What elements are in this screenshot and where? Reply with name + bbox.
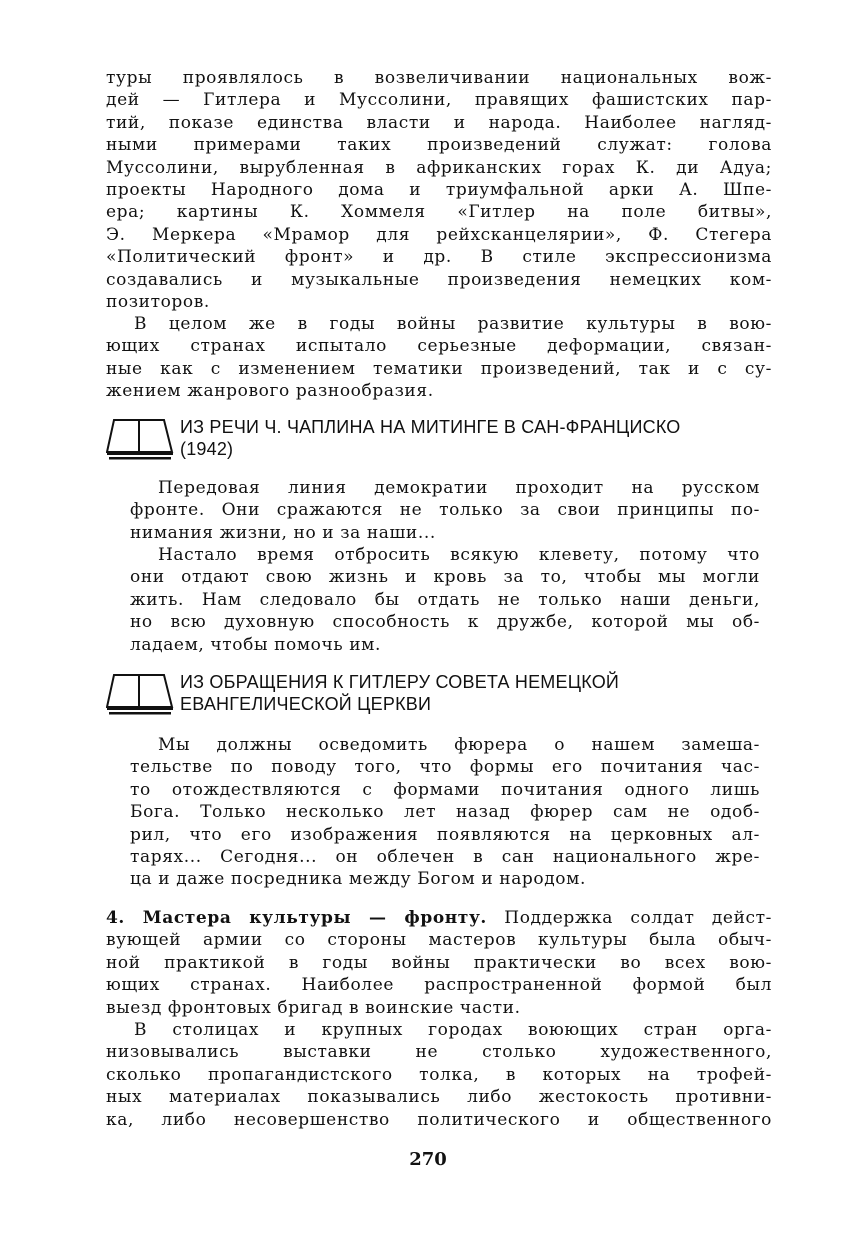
text-line: проекты Народного дома и триумфальной арки А. Шпе- bbox=[106, 179, 772, 200]
text-line: Настало время отбросить всякую клевету, потому что bbox=[158, 545, 760, 565]
page-number: 270 bbox=[409, 1149, 447, 1170]
text-line: рил, что его изображения появляются на церковных ал- bbox=[130, 824, 760, 845]
text-line: ной практикой в годы войны практически во всех вою- bbox=[106, 952, 772, 973]
text-line: Муссолини, вырубленная в африканских горах К. ди Адуа; bbox=[106, 157, 772, 178]
book-icon bbox=[106, 673, 174, 715]
text-line: фронте. Они сражаются не только за свои принципы по- bbox=[130, 500, 760, 521]
paragraph-summary bbox=[106, 313, 772, 403]
text-line: дей — Гитлера и Муссолини, правящих фашистских пар- bbox=[106, 90, 772, 111]
document-title: ИЗ ОБРАЩЕНИЯ К ГИТЛЕРУ СОВЕТА НЕМЕЦКОЙ ЕВАНГЕЛИЧЕСКОЙ ЦЕРКВИ bbox=[180, 672, 620, 714]
text-line: Передовая линия демократии проходит на русском bbox=[158, 478, 760, 498]
text-line: они отдают свою жизнь и кровь за то, чтобы мы могли bbox=[130, 567, 760, 588]
section-title: 4. Мастера культуры — фронту. bbox=[106, 908, 487, 928]
text-line: ными примерами таких произведений служат: голова bbox=[106, 135, 772, 156]
text-line: ные как с изменением тематики произведений, так и с су- bbox=[106, 358, 772, 379]
text-line: ера; картины К. Хоммеля «Гитлер на поле битвы», bbox=[106, 202, 772, 223]
text-line: то отождествляются с формами почитания одного лишь bbox=[130, 779, 760, 800]
text-line: позиторов. bbox=[106, 291, 210, 312]
text-line: В столицах и крупных городах воюющих стран орга- bbox=[134, 1020, 772, 1040]
book-icon bbox=[106, 418, 174, 460]
text-line: ных материалах показывались либо жестокость противни- bbox=[106, 1087, 772, 1108]
text-line: жить. Нам следовало бы отдать не только наши деньги, bbox=[130, 589, 760, 610]
document-title: ИЗ РЕЧИ Ч. ЧАПЛИНА НА МИТИНГЕ В САН-ФРАНЦИСКО (1942) bbox=[180, 417, 681, 459]
section-4 bbox=[106, 907, 772, 1019]
text-line: В целом же в годы войны развитие культуры в вою- bbox=[134, 314, 772, 334]
text-line: низовывались выставки не столько художественного, bbox=[106, 1042, 772, 1063]
text-line: тарях... Сегодня... он облечен в сан национального жре- bbox=[130, 846, 760, 867]
text-line: «Политический фронт» и др. В стиле экспрессионизма bbox=[106, 247, 772, 268]
text-line: нимания жизни, но и за наши... bbox=[130, 522, 436, 543]
quote-church bbox=[130, 734, 760, 891]
paragraph-continuation bbox=[106, 67, 772, 313]
paragraph-exhibitions bbox=[106, 1019, 772, 1131]
text-line: ющих странах испытало серьезные деформации, связан- bbox=[106, 336, 772, 357]
document-heading-church bbox=[106, 671, 776, 717]
document-heading-chaplin bbox=[106, 416, 776, 462]
text-line: но всю духовную способность к дружбе, которой мы об- bbox=[130, 612, 760, 633]
quote-chaplin-1 bbox=[130, 477, 760, 544]
text-line: ца и даже посредника между Богом и народом. bbox=[130, 869, 586, 890]
text-line: Мы должны осведомить фюрера о нашем замеша- bbox=[158, 735, 760, 755]
text-line bbox=[106, 907, 772, 929]
text-line: жением жанрового разнообразия. bbox=[106, 381, 434, 402]
text-line: создавались и музыкальные произведения немецких ком- bbox=[106, 269, 772, 290]
text-line: сколько пропагандистского толка, в которых на трофей- bbox=[106, 1064, 772, 1085]
text-line: тельстве по поводу того, что формы его почитания час- bbox=[130, 757, 760, 778]
text-line: ладаем, чтобы помочь им. bbox=[130, 634, 381, 655]
text-line: Э. Меркера «Мрамор для рейхсканцелярии», Ф. Стегера bbox=[106, 224, 772, 245]
text-line: Бога. Только несколько лет назад фюрер сам не одоб- bbox=[130, 802, 760, 823]
text-line: туры проявлялось в возвеличивании национальных вож- bbox=[106, 68, 772, 88]
text-line-rest: Поддержка солдат дейст- bbox=[504, 908, 772, 928]
text-line: ка, либо несовершенство политического и общественного bbox=[106, 1109, 772, 1130]
text-line: тий, показе единства власти и народа. Наиболее нагляд- bbox=[106, 112, 772, 133]
text-line: выезд фронтовых бригад в воинские части. bbox=[106, 997, 521, 1018]
quote-chaplin-2 bbox=[130, 544, 760, 656]
text-line: ющих странах. Наиболее распространенной формой был bbox=[106, 975, 772, 996]
text-line: вующей армии со стороны мастеров культуры была обыч- bbox=[106, 930, 772, 951]
